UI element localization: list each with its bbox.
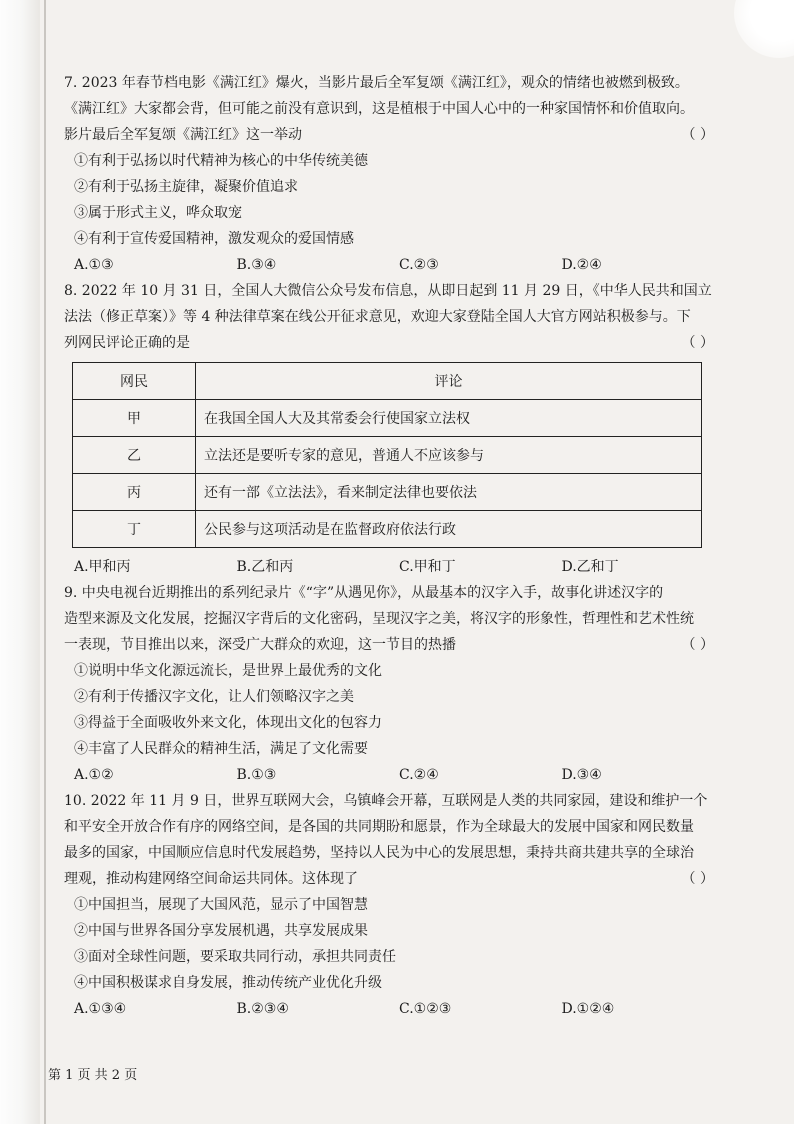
question-text-line: 7. 2023 年春节档电影《满江红》爆火，当影片最后全军复颂《满江红》，观众的情绪也被燃到极致。: [64, 75, 689, 91]
answer-bracket: （ ）: [681, 127, 714, 143]
choice-c: C.②③: [399, 257, 439, 273]
answer-choices: [64, 252, 724, 278]
option-item: ④丰富了人民群众的精神生活，满足了文化需要: [74, 741, 368, 757]
answer-bracket: （ ）: [681, 637, 714, 653]
choice-d: D.①②④: [561, 1001, 615, 1017]
table-row: [73, 400, 702, 437]
option-item: ④有利于宣传爱国精神，激发观众的爱国情感: [74, 231, 354, 247]
option-item: ①说明中华文化源远流长，是世界上最优秀的文化: [74, 663, 382, 679]
question-text-line: 10. 2022 年 11 月 9 日，世界互联网大会，乌镇峰会开幕，互联网是人类的共同家园，建设和维护一个: [64, 793, 708, 809]
option-item: ②有利于弘扬主旋律，凝聚价值追求: [74, 179, 298, 195]
binding-line: [44, 0, 46, 1124]
choice-c: C.甲和丁: [399, 559, 456, 575]
question-text-line: 法法（修正草案）》等 4 种法律草案在线公开征求意见，欢迎大家登陆全国人大官方网站积极参与。下: [64, 309, 691, 325]
question-text-line: 最多的国家，中国顺应信息时代发展趋势，坚持以人民为中心的发展思想，秉持共商共建共享的全球治: [64, 845, 694, 861]
netizen-cell: 丁: [73, 511, 196, 548]
question-7: [64, 70, 724, 278]
table-row: [73, 437, 702, 474]
comment-cell: 立法还是要听专家的意见，普通人不应该参与: [196, 437, 702, 474]
answer-choices: [64, 996, 724, 1022]
comment-cell: 在我国全国人大及其常委会行使国家立法权: [196, 400, 702, 437]
answer-choices: [64, 762, 724, 788]
question-stem-line: [64, 330, 724, 356]
question-text-line: 《满江红》大家都会背，但可能之前没有意识到，这是植根于中国人心中的一种家国情怀和价值取向。: [64, 101, 694, 117]
choice-a: A.甲和丙: [74, 559, 131, 575]
netizen-cell: 丙: [73, 474, 196, 511]
option-item: ①有利于弘扬以时代精神为核心的中华传统美德: [74, 153, 368, 169]
question-text-line: 8. 2022 年 10 月 31 日，全国人大微信公众号发布信息，从即日起到 11 月 29 日，《中华人民共和国立: [64, 283, 712, 299]
question-text-line: 一表现，节目推出以来，深受广大群众的欢迎，这一节目的热播: [64, 637, 456, 653]
question-text-line: 9. 中央电视台近期推出的系列纪录片《“字”从遇见你》，从最基本的汉字入手，故事化讲述汉字的: [64, 585, 664, 601]
question-text-line: 造型来源及文化发展，挖掘汉字背后的文化密码，呈现汉字之美，将汉字的形象性，哲理性和艺术性统: [64, 611, 694, 627]
choice-a: A.①③: [74, 257, 114, 273]
option-item: ③面对全球性问题，要采取共同行动，承担共同责任: [74, 949, 396, 965]
question-10: [64, 788, 724, 1022]
netizen-cell: 甲: [73, 400, 196, 437]
exam-page: [64, 70, 724, 1022]
page-number: 第 1 页 共 2 页: [48, 1068, 138, 1083]
option-item: ②中国与世界各国分享发展机遇，共享发展成果: [74, 923, 368, 939]
option-item: ②有利于传播汉字文化，让人们领略汉字之美: [74, 689, 354, 705]
choice-a: A.①③④: [74, 1001, 127, 1017]
option-item: ④中国积极谋求自身发展，推动传统产业优化升级: [74, 975, 382, 991]
question-stem-line: [64, 866, 724, 892]
question-8: [64, 278, 724, 580]
choice-b: B.乙和丙: [236, 559, 294, 575]
question-text-line: 影片最后全军复颂《满江红》这一举动: [64, 127, 302, 143]
choice-b: B.②③④: [236, 1001, 289, 1017]
column-header-comment: 评论: [196, 363, 702, 400]
table-row: [73, 474, 702, 511]
table-row: [73, 511, 702, 548]
choice-a: A.①②: [74, 767, 114, 783]
question-text-line: 列网民评论正确的是: [64, 335, 190, 351]
question-9: [64, 580, 724, 788]
choice-d: D.③④: [561, 767, 602, 783]
option-item: ③属于形式主义，哗众取宠: [74, 205, 242, 221]
choice-b: B.③④: [236, 257, 277, 273]
column-header-netizen: 网民: [73, 363, 196, 400]
question-stem-line: [64, 632, 724, 658]
question-text-line: 理观，推动构建网络空间命运共同体。这体现了: [64, 871, 358, 887]
option-item: ③得益于全面吸收外来文化，体现出文化的包容力: [74, 715, 382, 731]
page-left-edge: [0, 0, 40, 1124]
comment-cell: 公民参与这项活动是在监督政府依法行政: [196, 511, 702, 548]
answer-bracket: （ ）: [681, 871, 714, 887]
comment-table: [72, 362, 702, 548]
table-header-row: [73, 363, 702, 400]
question-text-line: 和平安全开放合作有序的网络空间，是各国的共同期盼和愿景，作为全球最大的发展中国家和网民数量: [64, 819, 694, 835]
choice-c: C.①②③: [399, 1001, 452, 1017]
answer-choices: [64, 554, 724, 580]
corner-glare: [734, 0, 794, 58]
comment-cell: 还有一部《立法法》，看来制定法律也要依法: [196, 474, 702, 511]
choice-d: D.②④: [561, 257, 602, 273]
option-item: ①中国担当，展现了大国风范，显示了中国智慧: [74, 897, 368, 913]
choice-c: C.②④: [399, 767, 439, 783]
answer-bracket: （ ）: [681, 335, 714, 351]
choice-d: D.乙和丁: [561, 559, 619, 575]
question-stem-line: [64, 122, 724, 148]
choice-b: B.①③: [236, 767, 277, 783]
netizen-cell: 乙: [73, 437, 196, 474]
